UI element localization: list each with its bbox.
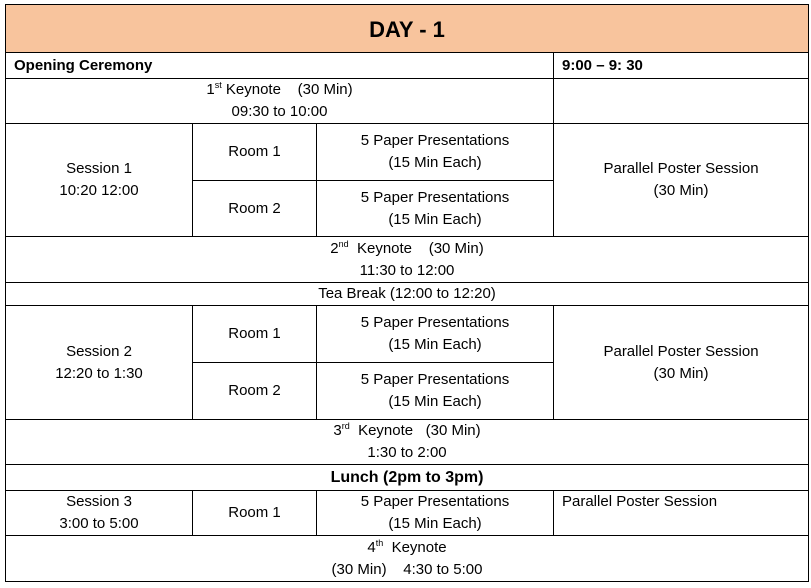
opening-ceremony-label: Opening Ceremony — [6, 53, 554, 79]
session-3-time: 3:00 to 5:00 — [59, 515, 139, 532]
session-2-room-1-papers: 5 Paper Presentations (15 Min Each) — [317, 306, 554, 363]
keynote-1-title: 1st Keynote (30 Min) — [206, 80, 353, 98]
session-3-name: Session 3 — [66, 493, 132, 510]
session-1-room-2-papers: 5 Paper Presentations (15 Min Each) — [317, 181, 554, 237]
keynote-4-time: (30 Min) 4:30 to 5:00 — [331, 560, 483, 578]
session-3-room-1-papers: 5 Paper Presentations (15 Min Each) — [317, 491, 554, 536]
keynote-3-time: 1:30 to 2:00 — [367, 444, 447, 461]
session-3-poster: Parallel Poster Session — [554, 491, 809, 536]
tea-break: Tea Break (12:00 to 12:20) — [6, 283, 809, 306]
session-3-cell — [6, 491, 193, 536]
keynote-4-title: 4th Keynote — [367, 537, 447, 556]
session-1-time: 10:20 12:00 — [59, 182, 139, 199]
keynote-3-cell — [6, 420, 809, 465]
day-title: DAY - 1 — [6, 5, 809, 53]
empty-cell — [554, 79, 809, 124]
keynote-3-title: 3rd Keynote (30 Min) — [333, 421, 481, 439]
session-2-name: Session 2 — [66, 342, 132, 360]
session-3-room-1: Room 1 — [193, 491, 317, 536]
keynote-4-cell — [6, 536, 809, 582]
session-2-cell — [6, 306, 193, 420]
keynote-1-time: 09:30 to 10:00 — [231, 103, 328, 120]
session-1-room-1: Room 1 — [193, 124, 317, 181]
session-2-room-2-papers: 5 Paper Presentations (15 Min Each) — [317, 363, 554, 420]
session-1-poster: Parallel Poster Session (30 Min) — [554, 124, 809, 237]
keynote-2-cell — [6, 237, 809, 283]
lunch-break: Lunch (2pm to 3pm) — [6, 465, 809, 491]
keynote-1-cell — [6, 79, 554, 124]
schedule-table — [5, 4, 809, 582]
session-2-poster: Parallel Poster Session (30 Min) — [554, 306, 809, 420]
keynote-2-time: 11:30 to 12:00 — [359, 261, 455, 279]
session-2-room-1: Room 1 — [193, 306, 317, 363]
session-2-time: 12:20 to 1:30 — [55, 364, 143, 382]
session-1-name: Session 1 — [66, 160, 132, 177]
session-1-room-1-papers: 5 Paper Presentations (15 Min Each) — [317, 124, 554, 181]
keynote-2-title: 2nd Keynote (30 Min) — [330, 238, 484, 257]
opening-ceremony-time: 9:00 – 9: 30 — [554, 53, 809, 79]
session-2-room-2: Room 2 — [193, 363, 317, 420]
session-1-cell — [6, 124, 193, 237]
session-1-room-2: Room 2 — [193, 181, 317, 237]
